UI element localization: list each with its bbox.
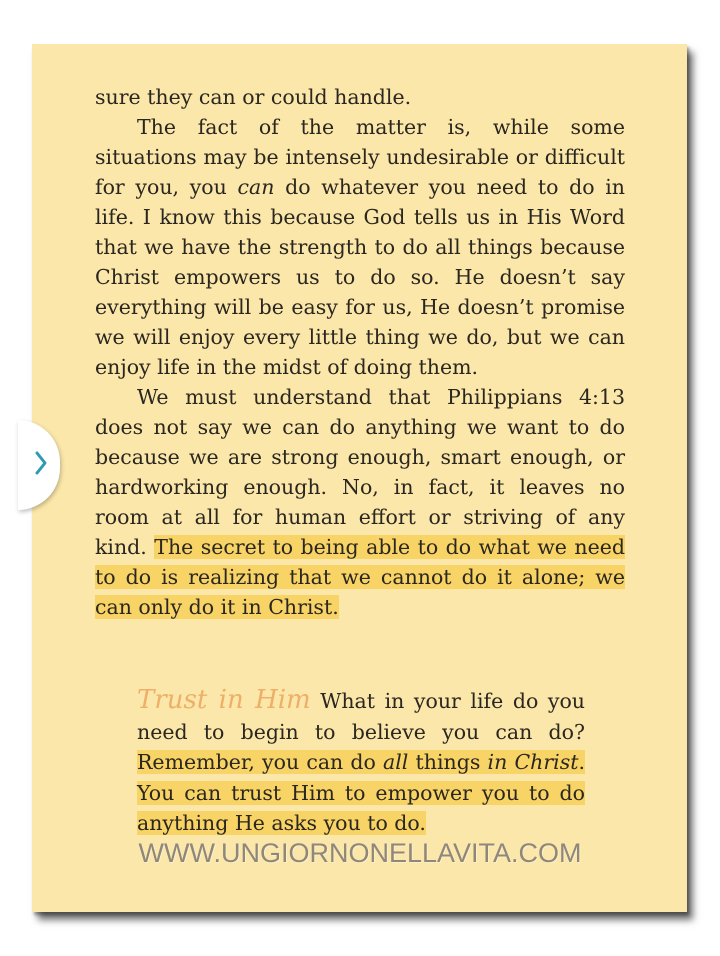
page-body-text bbox=[95, 82, 625, 622]
paragraph-3: We must understand that Philippians 4:13 does not say we can do anything we want to do because we are strong enough, smart enough, or hardworking enough. No, in fact, it leaves no room at all for human effort or striving of any kind. The secret to being able to do what we need to do is realizing that we cannot do it alone; we can only do it in Christ. bbox=[95, 385, 625, 619]
book-page bbox=[32, 44, 687, 912]
emphasis-can: can bbox=[237, 175, 275, 199]
box-highlight[interactable]: Remember, you can do all things in Christ. You can trust Him to empower you to do anything He asks you to do. bbox=[137, 750, 585, 835]
highlighted-text[interactable]: The secret to being able to do what we need to do is realizing that we cannot do it alone; we can only do it in Christ. bbox=[95, 535, 625, 619]
paragraph-1: sure they can or could handle. bbox=[95, 85, 412, 109]
paragraph-2: The fact of the matter is, while some situations may be intensely undesirable or difficult for you, you can do whatever you need to do in life. I know this because God tells us in His Word that we have the strength to do all things because Christ empowers us to do so. He doesn’t say everything will be easy for us, He doesn’t promise we will enjoy every little thing we do, but we can enjoy life in the midst of doing them. bbox=[95, 115, 625, 379]
watermark: WWW.UNGIORNONELLAVITA.COM bbox=[138, 838, 582, 868]
trust-in-him-box: Trust in Him What in your life do you need to begin to believe you can do? Remember, you can do all things in Christ. You can trust Him to empower you to do anything He asks you to do. bbox=[137, 685, 585, 835]
box-title: Trust in Him bbox=[137, 685, 311, 715]
chevron-right-icon bbox=[34, 450, 48, 481]
